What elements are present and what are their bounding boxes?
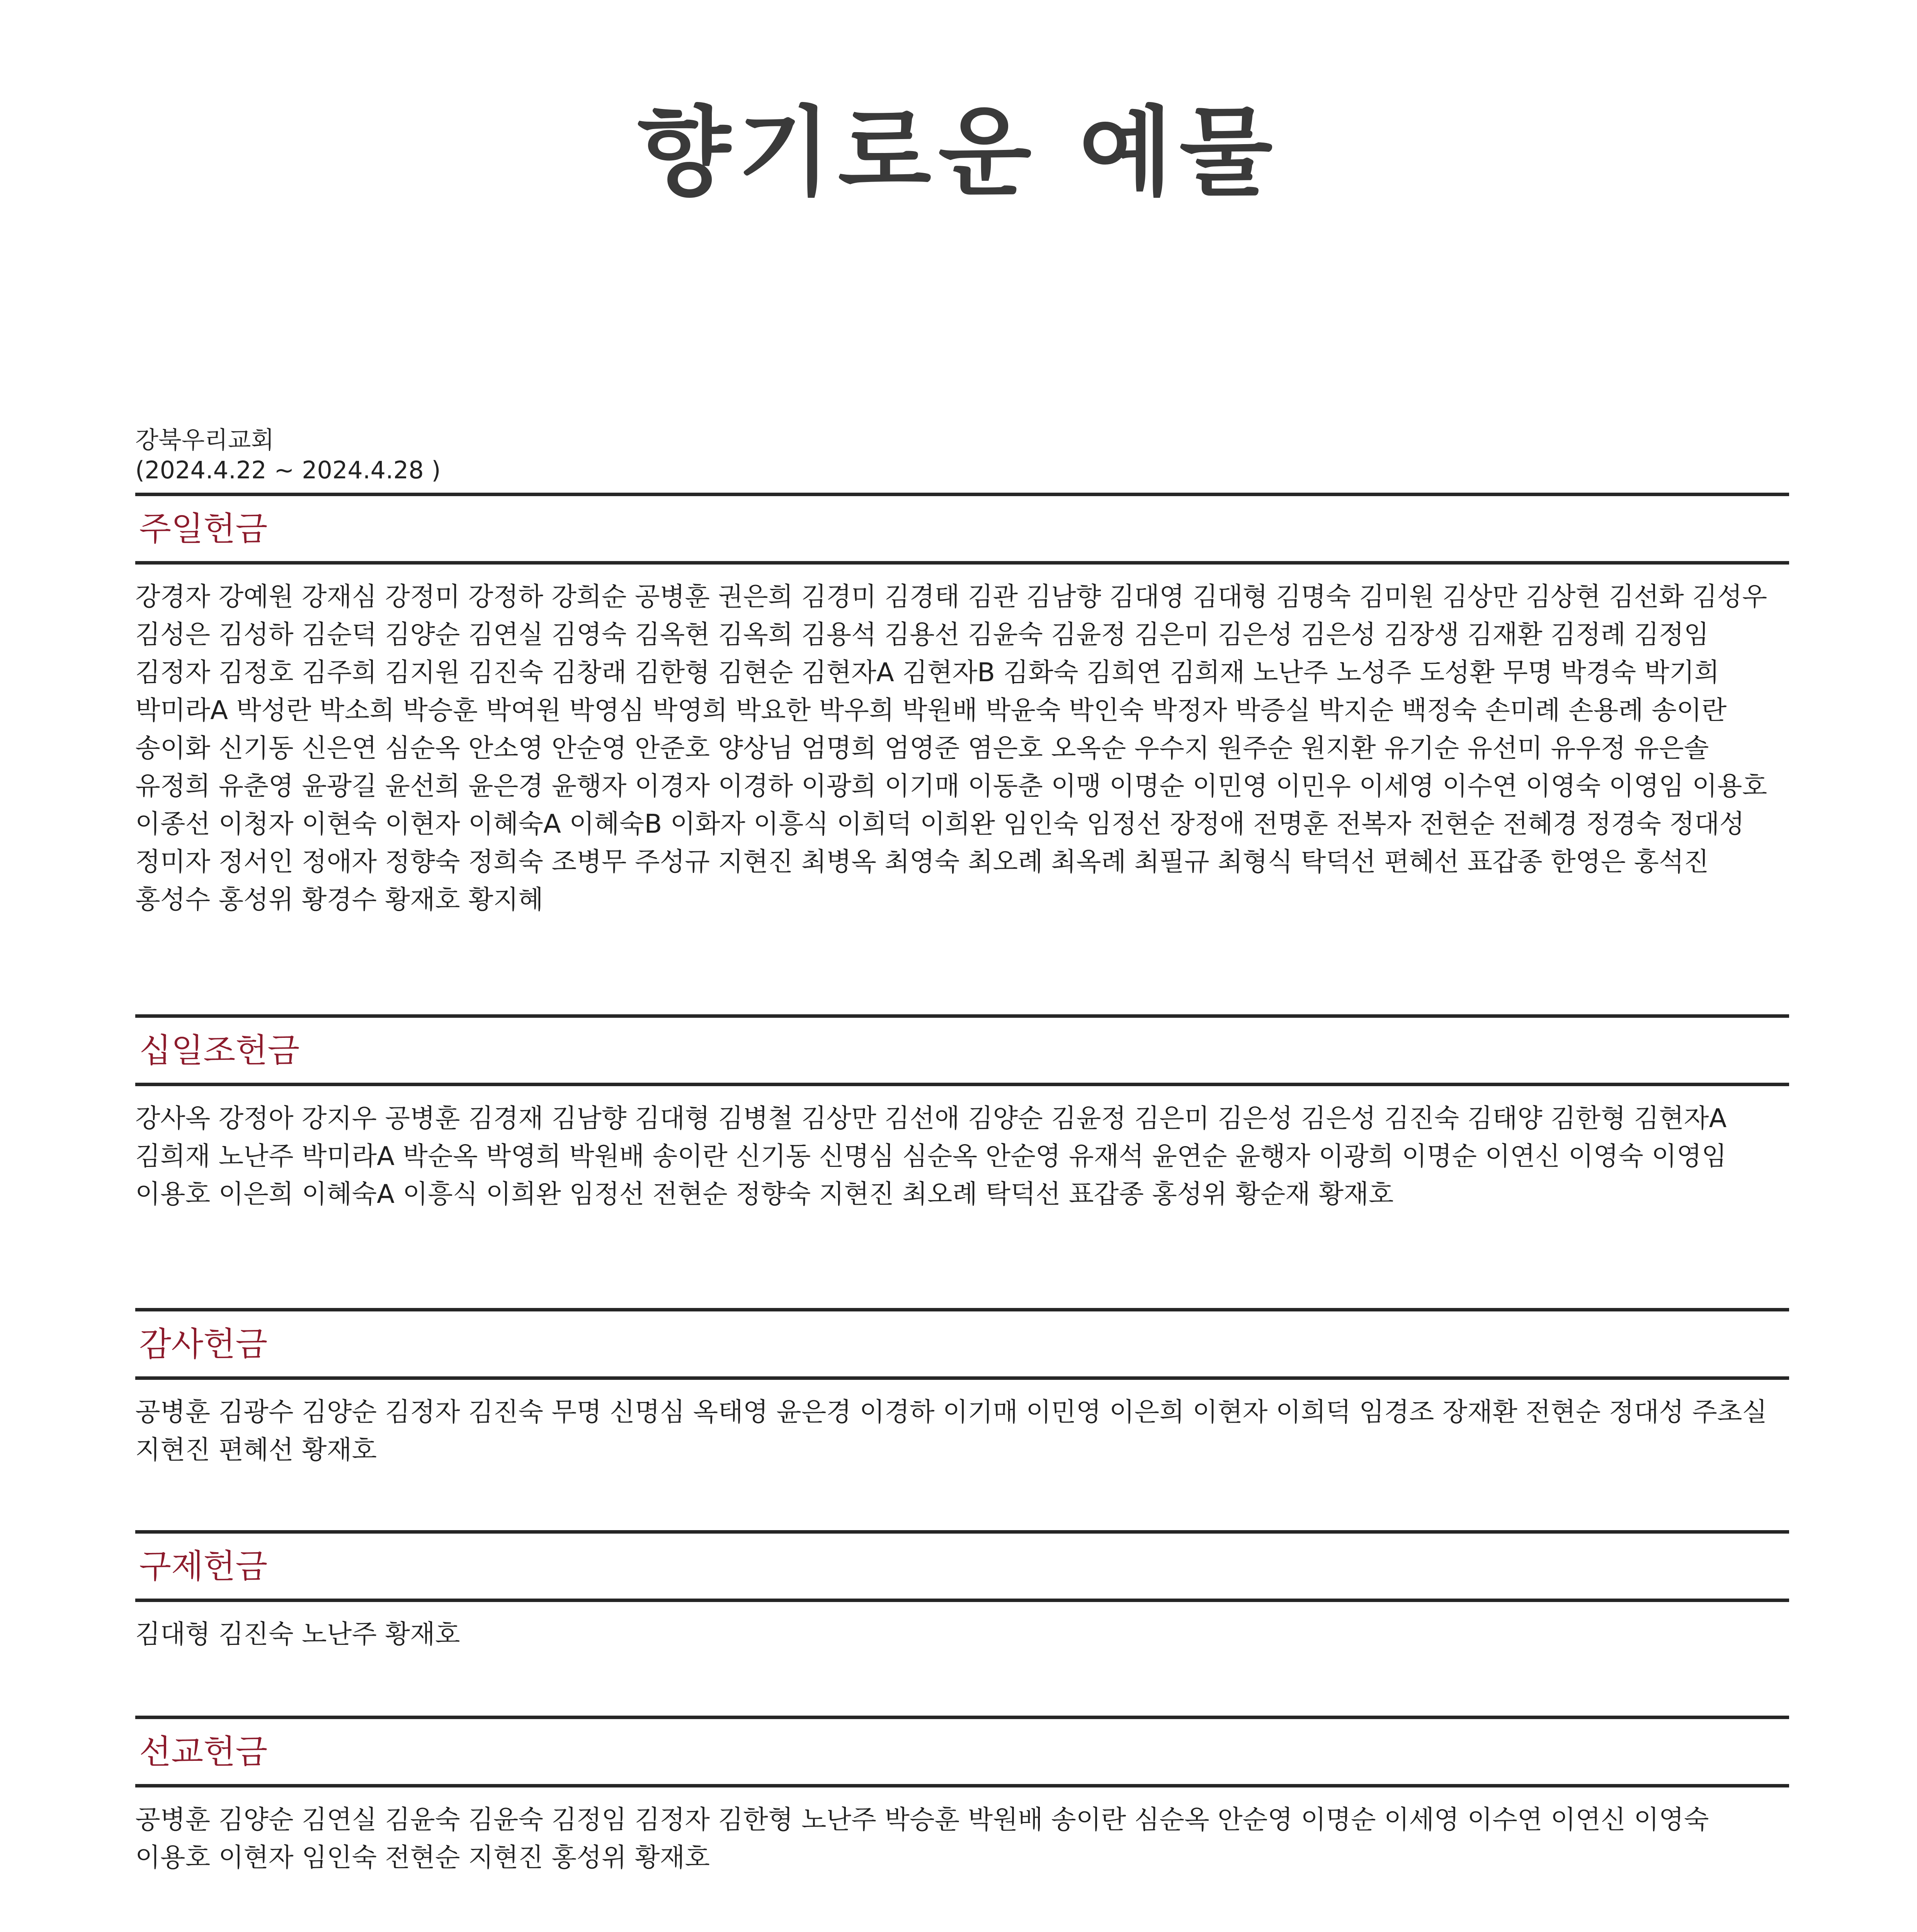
section-sunday-offering xyxy=(135,493,1789,918)
section-divider xyxy=(135,1083,1789,1086)
section-divider xyxy=(135,561,1789,565)
page-title: 향기로운 예물 xyxy=(637,96,1280,209)
section-title: 주일헌금 xyxy=(139,510,268,548)
section-divider xyxy=(135,1530,1789,1534)
section-divider xyxy=(135,1014,1789,1018)
section-divider xyxy=(135,1376,1789,1380)
section-title: 감사헌금 xyxy=(139,1325,268,1364)
section-title: 구제헌금 xyxy=(139,1547,268,1586)
donor-names: 공병훈 김광수 김양순 김정자 김진숙 무명 신명심 옥태영 윤은경 이경하 이기매 이민영 이은희 이현자 이희덕 임경조 장재환 전현순 정대성 주초실 지현진 편혜선 황재호 xyxy=(135,1397,1767,1465)
donor-names: 강경자 강예원 강재심 강정미 강정하 강희순 공병훈 권은희 김경미 김경태 김관 김남향 김대영 김대형 김명숙 김미원 김상만 김상현 김선화 김성우 김성은 김성하 김순덕 김양순 김연실 김영숙 김옥현 김옥희 김용석 김용선 김윤숙 김윤정 김은미 김은성 김은성 김장생 김재환 김정례 김정임 김정자 김정호 김주희 김지원 김진숙 김창래 김한형 김현순 김현자A 김현자B 김화숙 김희연 김희재 노난주 노성주 도성환 무명 박경숙 박기희 박미라A 박성란 박소희 박승훈 박여원 박영심 박영희 박요한 박우희 박원배 박윤숙 박인숙 박정자 박증실 박지순 백정숙 손미례 손용례 송이란 송이화 신기동 신은연 심순옥 안소영 안순영 안준호 양상님 엄명희 엄영준 염은호 오옥순 우수지 원주순 원지환 유기순 유선미 유우정 유은솔 유정희 유춘영 윤광길 윤선희 윤은경 윤행자 이경자 이경하 이광희 이기매 이동춘 이맹 이명순 이민영 이민우 이세영 이수연 이영숙 이영임 이용호 이종선 이청자 이현숙 이현자 이혜숙A 이혜숙B 이화자 이흥식 이희덕 이희완 임인숙 임정선 장정애 전명훈 전복자 전현순 전혜경 정경숙 정대성 정미자 정서인 정애자 정향숙 정희숙 조병무 주성규 지현진 최병옥 최영숙 최오례 최옥례 최필규 최형식 탁덕선 편혜선 표갑종 한영은 홍석진 홍성수 홍성위 황경수 황재호 황지혜 xyxy=(135,582,1767,915)
section-divider xyxy=(135,1716,1789,1719)
section-tithe-offering xyxy=(135,1014,1789,1213)
section-relief-offering xyxy=(135,1530,1789,1653)
section-mission-offering xyxy=(135,1716,1789,1876)
section-title: 선교헌금 xyxy=(139,1733,268,1771)
donor-names: 강사옥 강정아 강지우 공병훈 김경재 김남향 김대형 김병철 김상만 김선애 김양순 김윤정 김은미 김은성 김은성 김진숙 김태양 김한형 김현자A 김희재 노난주 박미라A 박순옥 박영희 박원배 송이란 신기동 신명심 심순옥 안순영 유재석 윤연순 윤행자 이광희 이명순 이연신 이영숙 이영임 이용호 이은희 이혜숙A 이흥식 이희완 임정선 전현순 정향숙 지현진 최오례 탁덕선 표갑종 홍성위 황순재 황재호 xyxy=(135,1103,1727,1209)
section-thanks-offering xyxy=(135,1308,1789,1469)
section-divider xyxy=(135,1784,1789,1787)
section-divider xyxy=(135,493,1789,496)
section-title: 십일조헌금 xyxy=(139,1031,300,1070)
church-info xyxy=(135,425,441,485)
report-period: (2024.4.22 ~ 2024.4.28 ) xyxy=(135,456,441,484)
donor-names: 김대형 김진숙 노난주 황재호 xyxy=(135,1619,460,1649)
donor-names: 공병훈 김양순 김연실 김윤숙 김윤숙 김정임 김정자 김한형 노난주 박승훈 박원배 송이란 심순옥 안순영 이명순 이세영 이수연 이연신 이영숙 이용호 이현자 임인숙 전현순 지현진 홍성위 황재호 xyxy=(135,1804,1709,1872)
section-divider xyxy=(135,1308,1789,1311)
section-divider xyxy=(135,1599,1789,1602)
church-name: 강북우리교회 xyxy=(135,426,274,454)
